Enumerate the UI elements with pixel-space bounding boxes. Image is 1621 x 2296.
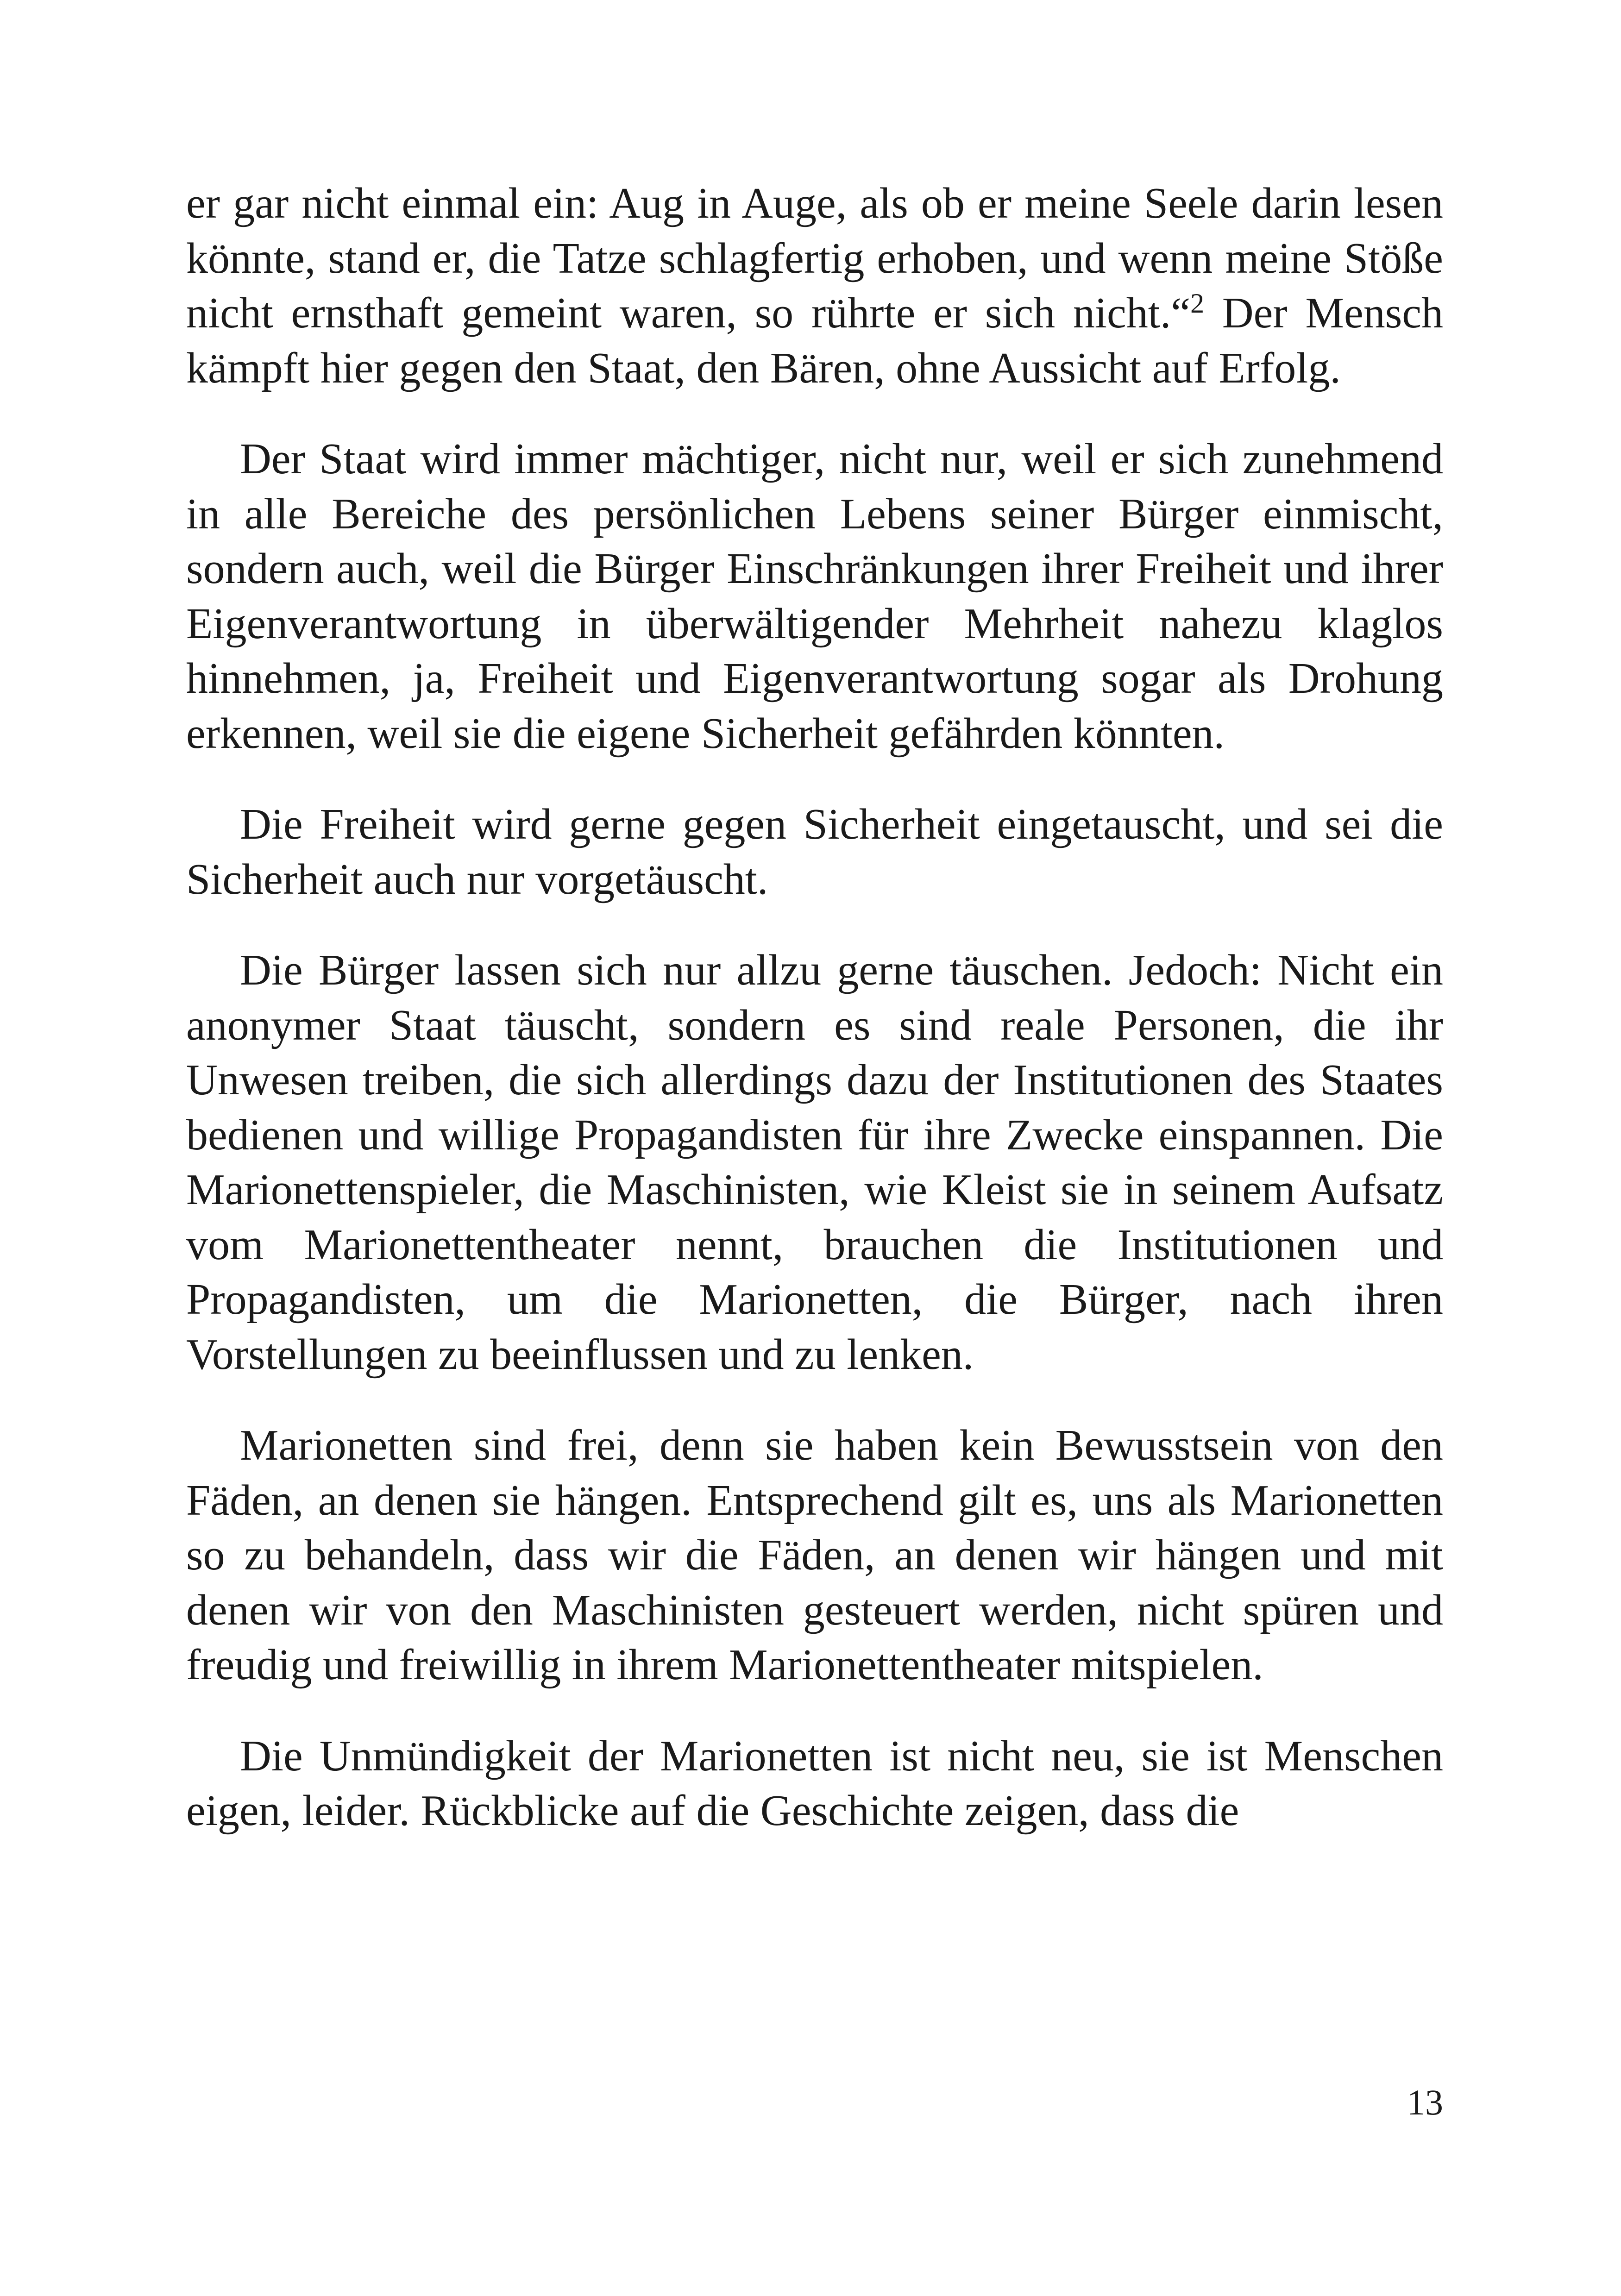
paragraph-4-text: Die Bürger lassen sich nur allzu gerne täuschen. Jedoch: Nicht ein anonymer Staat täuscht, sondern es sind reale Personen, die ihr Unwesen treiben, die sich allerdings dazu der Institutionen des Staates bedienen und willige Propagandisten für ihre Zwecke einspannen. Die Marionettenspieler, die Maschinisten, wie Kleist sie in seinem Aufsatz vom Marionettentheater nennt, brauchen die Institutionen und Propagandisten, um die Marionetten, die Bürger, nach ihren Vorstellungen zu beeinflussen und zu lenken. [186,946,1443,1379]
paragraph-5 [186,1418,1443,1693]
paragraph-3 [186,797,1443,907]
paragraph-1-text-a: er gar nicht einmal ein: Aug in Auge, als ob er meine Seele darin lesen könnte, stand er, die Tatze schlagfertig erhoben, und wenn meine Stöße nicht ernsthaft gemeint waren, so rührte er sich nicht.“ [186,179,1443,337]
paragraph-4 [186,943,1443,1382]
paragraph-1 [186,176,1443,395]
paragraph-5-text: Marionetten sind frei, denn sie haben kein Bewusstsein von den Fäden, an denen sie hängen. Entsprechend gilt es, uns als Marionetten so zu behandeln, dass wir die Fäden, an denen wir hängen und mit denen wir von den Maschinisten gesteuert werden, nicht spüren und freudig und freiwillig in ihrem Marionettentheater mitspielen. [186,1421,1443,1689]
paragraph-3-text: Die Freiheit wird gerne gegen Sicherheit eingetauscht, und sei die Sicherheit auch nur vorgetäuscht. [186,800,1443,903]
paragraph-1-text-b: Der Mensch kämpft hier gegen den Staat, den Bären, ohne Aussicht auf Erfolg. [186,289,1443,392]
paragraph-2-text: Der Staat wird immer mächtiger, nicht nur, weil er sich zunehmend in alle Bereiche des persönlichen Lebens seiner Bürger einmischt, sondern auch, weil die Bürger Einschränkungen ihrer Freiheit und ihrer Eigenverantwortung in überwältigender Mehrheit nahezu klaglos hinnehmen, ja, Freiheit und Eigenverantwortung sogar als Drohung erkennen, weil sie die eigene Sicherheit gefährden könnten. [186,435,1443,758]
body-text [186,176,1443,1838]
paragraph-6-text: Die Unmündigkeit der Marionetten ist nicht neu, sie ist Menschen eigen, leider. Rückblicke auf die Geschichte zeigen, dass die [186,1731,1443,1835]
paragraph-2 [186,432,1443,761]
paragraph-6 [186,1729,1443,1838]
footnote-marker[interactable]: 2 [1190,288,1205,319]
page-number: 13 [1407,2082,1443,2122]
